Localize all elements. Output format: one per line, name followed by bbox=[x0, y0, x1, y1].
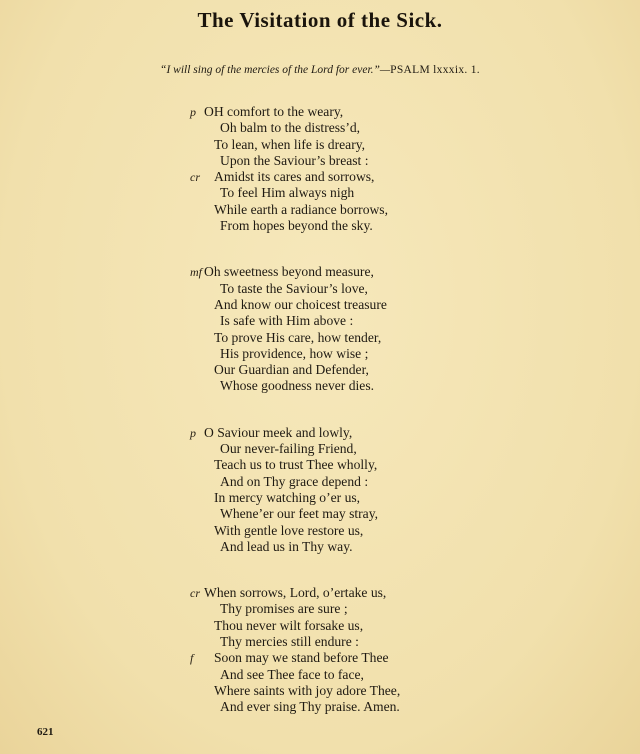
epigraph-quote: “I will sing of the mercies of the Lord for ever.”— bbox=[160, 64, 391, 76]
verse-line-text: Is safe with Him above : bbox=[220, 313, 354, 329]
verse-line-text: And on Thy grace depend : bbox=[220, 473, 369, 489]
verse-line-text: Teach us to trust Thee wholly, bbox=[214, 457, 378, 473]
verse-line-text: With gentle love restore us, bbox=[214, 522, 364, 538]
dynamic-marking: p bbox=[190, 105, 196, 119]
verse-line bbox=[196, 120, 576, 136]
verse-line-text: From hopes beyond the sky. bbox=[220, 218, 373, 234]
verse-line bbox=[190, 264, 576, 280]
verse-line-text: O Saviour meek and lowly, bbox=[204, 424, 353, 440]
dynamic-marking: p bbox=[190, 425, 196, 440]
verse-line-text: Whose goodness never dies. bbox=[220, 378, 375, 394]
verse-line-text: Our never-failing Friend, bbox=[220, 441, 357, 457]
verse-line bbox=[196, 137, 576, 153]
verse-line bbox=[190, 650, 576, 666]
verse-line-text: And know our choicest treasure bbox=[214, 296, 387, 312]
verse-line bbox=[190, 104, 576, 120]
verse-line bbox=[196, 523, 576, 539]
page-title: The Visitation of the Sick. bbox=[197, 8, 443, 32]
verse-line-text: Our Guardian and Defender, bbox=[214, 362, 369, 378]
verse-line bbox=[196, 202, 576, 218]
dynamic-marking: cr bbox=[190, 170, 200, 185]
verse-line-text: To prove His care, how tender, bbox=[214, 329, 382, 345]
stanza-2 bbox=[190, 264, 576, 394]
verse-line bbox=[196, 667, 576, 683]
epigraph bbox=[0, 64, 640, 76]
dynamic-marking: f bbox=[190, 651, 194, 666]
verse-line bbox=[196, 297, 576, 313]
verse-line-text: When sorrows, Lord, o’ertake us, bbox=[204, 585, 387, 601]
verse-line-text: Upon the Saviour’s breast : bbox=[220, 152, 369, 168]
verse-line-text: To feel Him always nigh bbox=[220, 185, 355, 201]
verse-line-text: While earth a radiance borrows, bbox=[214, 201, 388, 217]
verse-line-text: Soon may we stand before Thee bbox=[214, 650, 389, 666]
verse-line-text: Whene’er our feet may stray, bbox=[220, 506, 379, 522]
verse-line bbox=[196, 490, 576, 506]
stanza-1 bbox=[190, 104, 576, 234]
verse-line-text: OH comfort to the weary, bbox=[204, 104, 344, 119]
verse-line bbox=[196, 699, 576, 715]
dynamic-marking: cr bbox=[190, 586, 200, 601]
verse-line bbox=[196, 313, 576, 329]
verse-line bbox=[196, 601, 576, 617]
verse-line bbox=[190, 585, 576, 601]
verse-line-text: His providence, how wise ; bbox=[220, 345, 369, 361]
verse-line bbox=[196, 378, 576, 394]
verse-line bbox=[196, 281, 576, 297]
verse-line-text: Amidst its cares and sorrows, bbox=[214, 169, 375, 185]
verse-line bbox=[196, 539, 576, 555]
verse-line bbox=[196, 683, 576, 699]
verse-line bbox=[190, 169, 576, 185]
verse-line bbox=[196, 457, 576, 473]
dynamic-marking: mf bbox=[190, 265, 202, 280]
verse-line-text: Oh balm to the distress’d, bbox=[220, 120, 361, 136]
verse-line-text: Oh sweetness beyond measure, bbox=[204, 264, 374, 280]
verse-line bbox=[196, 441, 576, 457]
verse-line bbox=[196, 634, 576, 650]
verse-line bbox=[196, 618, 576, 634]
verse-line-text: Where saints with joy adore Thee, bbox=[214, 682, 401, 698]
verse-line-text: And lead us in Thy way. bbox=[220, 538, 353, 554]
verse-line-text: Thou never wilt forsake us, bbox=[214, 617, 364, 633]
page-number: 621 bbox=[37, 726, 54, 738]
stanza-4 bbox=[190, 585, 576, 715]
verse-line-text: Thy promises are sure ; bbox=[220, 601, 348, 617]
verse-line bbox=[196, 474, 576, 490]
verse-line bbox=[196, 185, 576, 201]
stanza-3 bbox=[190, 424, 576, 555]
verse-line-text: In mercy watching o’er us, bbox=[214, 489, 361, 505]
verse-line bbox=[196, 346, 576, 362]
verse-line bbox=[196, 362, 576, 378]
hymn-text bbox=[190, 104, 576, 746]
verse-line bbox=[196, 218, 576, 234]
verse-line-text: And see Thee face to face, bbox=[220, 666, 364, 682]
epigraph-reference: PSALM lxxxix. 1. bbox=[390, 64, 480, 76]
verse-line-text: To taste the Saviour’s love, bbox=[220, 280, 368, 296]
verse-line-text: And ever sing Thy praise. Amen. bbox=[220, 699, 400, 715]
verse-line bbox=[196, 330, 576, 346]
verse-line-text: To lean, when life is dreary, bbox=[214, 136, 366, 152]
verse-line bbox=[190, 424, 576, 441]
verse-line-text: Thy mercies still endure : bbox=[220, 634, 359, 650]
verse-line bbox=[196, 506, 576, 522]
verse-line bbox=[196, 153, 576, 169]
